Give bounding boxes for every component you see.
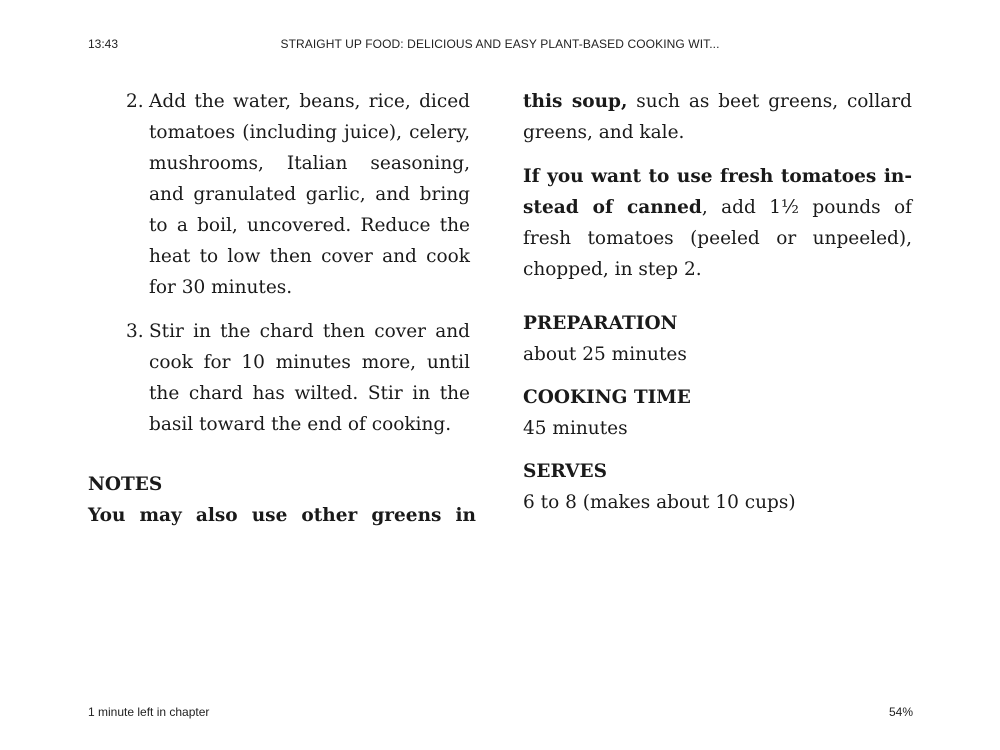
step-number: 2. [126,91,144,112]
step-number: 3. [126,321,144,342]
list-item [88,316,476,440]
serves-block [523,456,912,518]
preparation-label: PREPARATION [523,313,678,334]
left-column [88,86,476,531]
notes-continuation-bold: this soup, [523,91,628,112]
notes-continuation [523,86,912,148]
cooking-time-label: COOKING TIME [523,387,691,408]
tomato-note-text: , add 1½ pounds of fresh tomatoes (peeled or unpeeled), chopped, in step 2. [523,197,912,280]
tomato-note-bold: If you want to use fresh tomatoes instead of canned [523,166,912,218]
notes-heading: NOTES [88,474,163,495]
step-text: Stir in the chard then cover and cook for 10 minutes more, until the chard has wilted. Stir in the basil toward the end of cooking. [149,321,470,435]
steps-list [88,86,476,440]
list-item [88,86,476,303]
notes-text: You may also use other greens in [88,505,476,526]
cooking-time-value: 45 minutes [523,418,628,439]
serves-value: 6 to 8 (makes about 10 cups) [523,492,796,513]
preparation-value: about 25 minutes [523,344,687,365]
chapter-time-remaining: 1 minute left in chapter [88,705,210,719]
step-text: Add the water, beans, rice, diced tomatoes (including juice), celery, mushrooms, Italian seasoning, and granulated garlic, and bring to a boil, uncovered. Reduce the heat to low then cover and cook for 30 minutes. [149,91,470,298]
book-title[interactable]: STRAIGHT UP FOOD: DELICIOUS AND EASY PLANT-BASED COOKING WIT... [280,37,720,51]
tomato-note [523,161,912,285]
book-progress-percent: 54% [888,705,913,719]
status-time: 13:43 [88,37,119,51]
cooking-time-block [523,382,912,444]
serves-label: SERVES [523,461,607,482]
preparation-block [523,308,912,370]
right-column [523,86,912,530]
notes-continuation-text: such as beet greens, collard greens, and kale. [523,91,912,143]
